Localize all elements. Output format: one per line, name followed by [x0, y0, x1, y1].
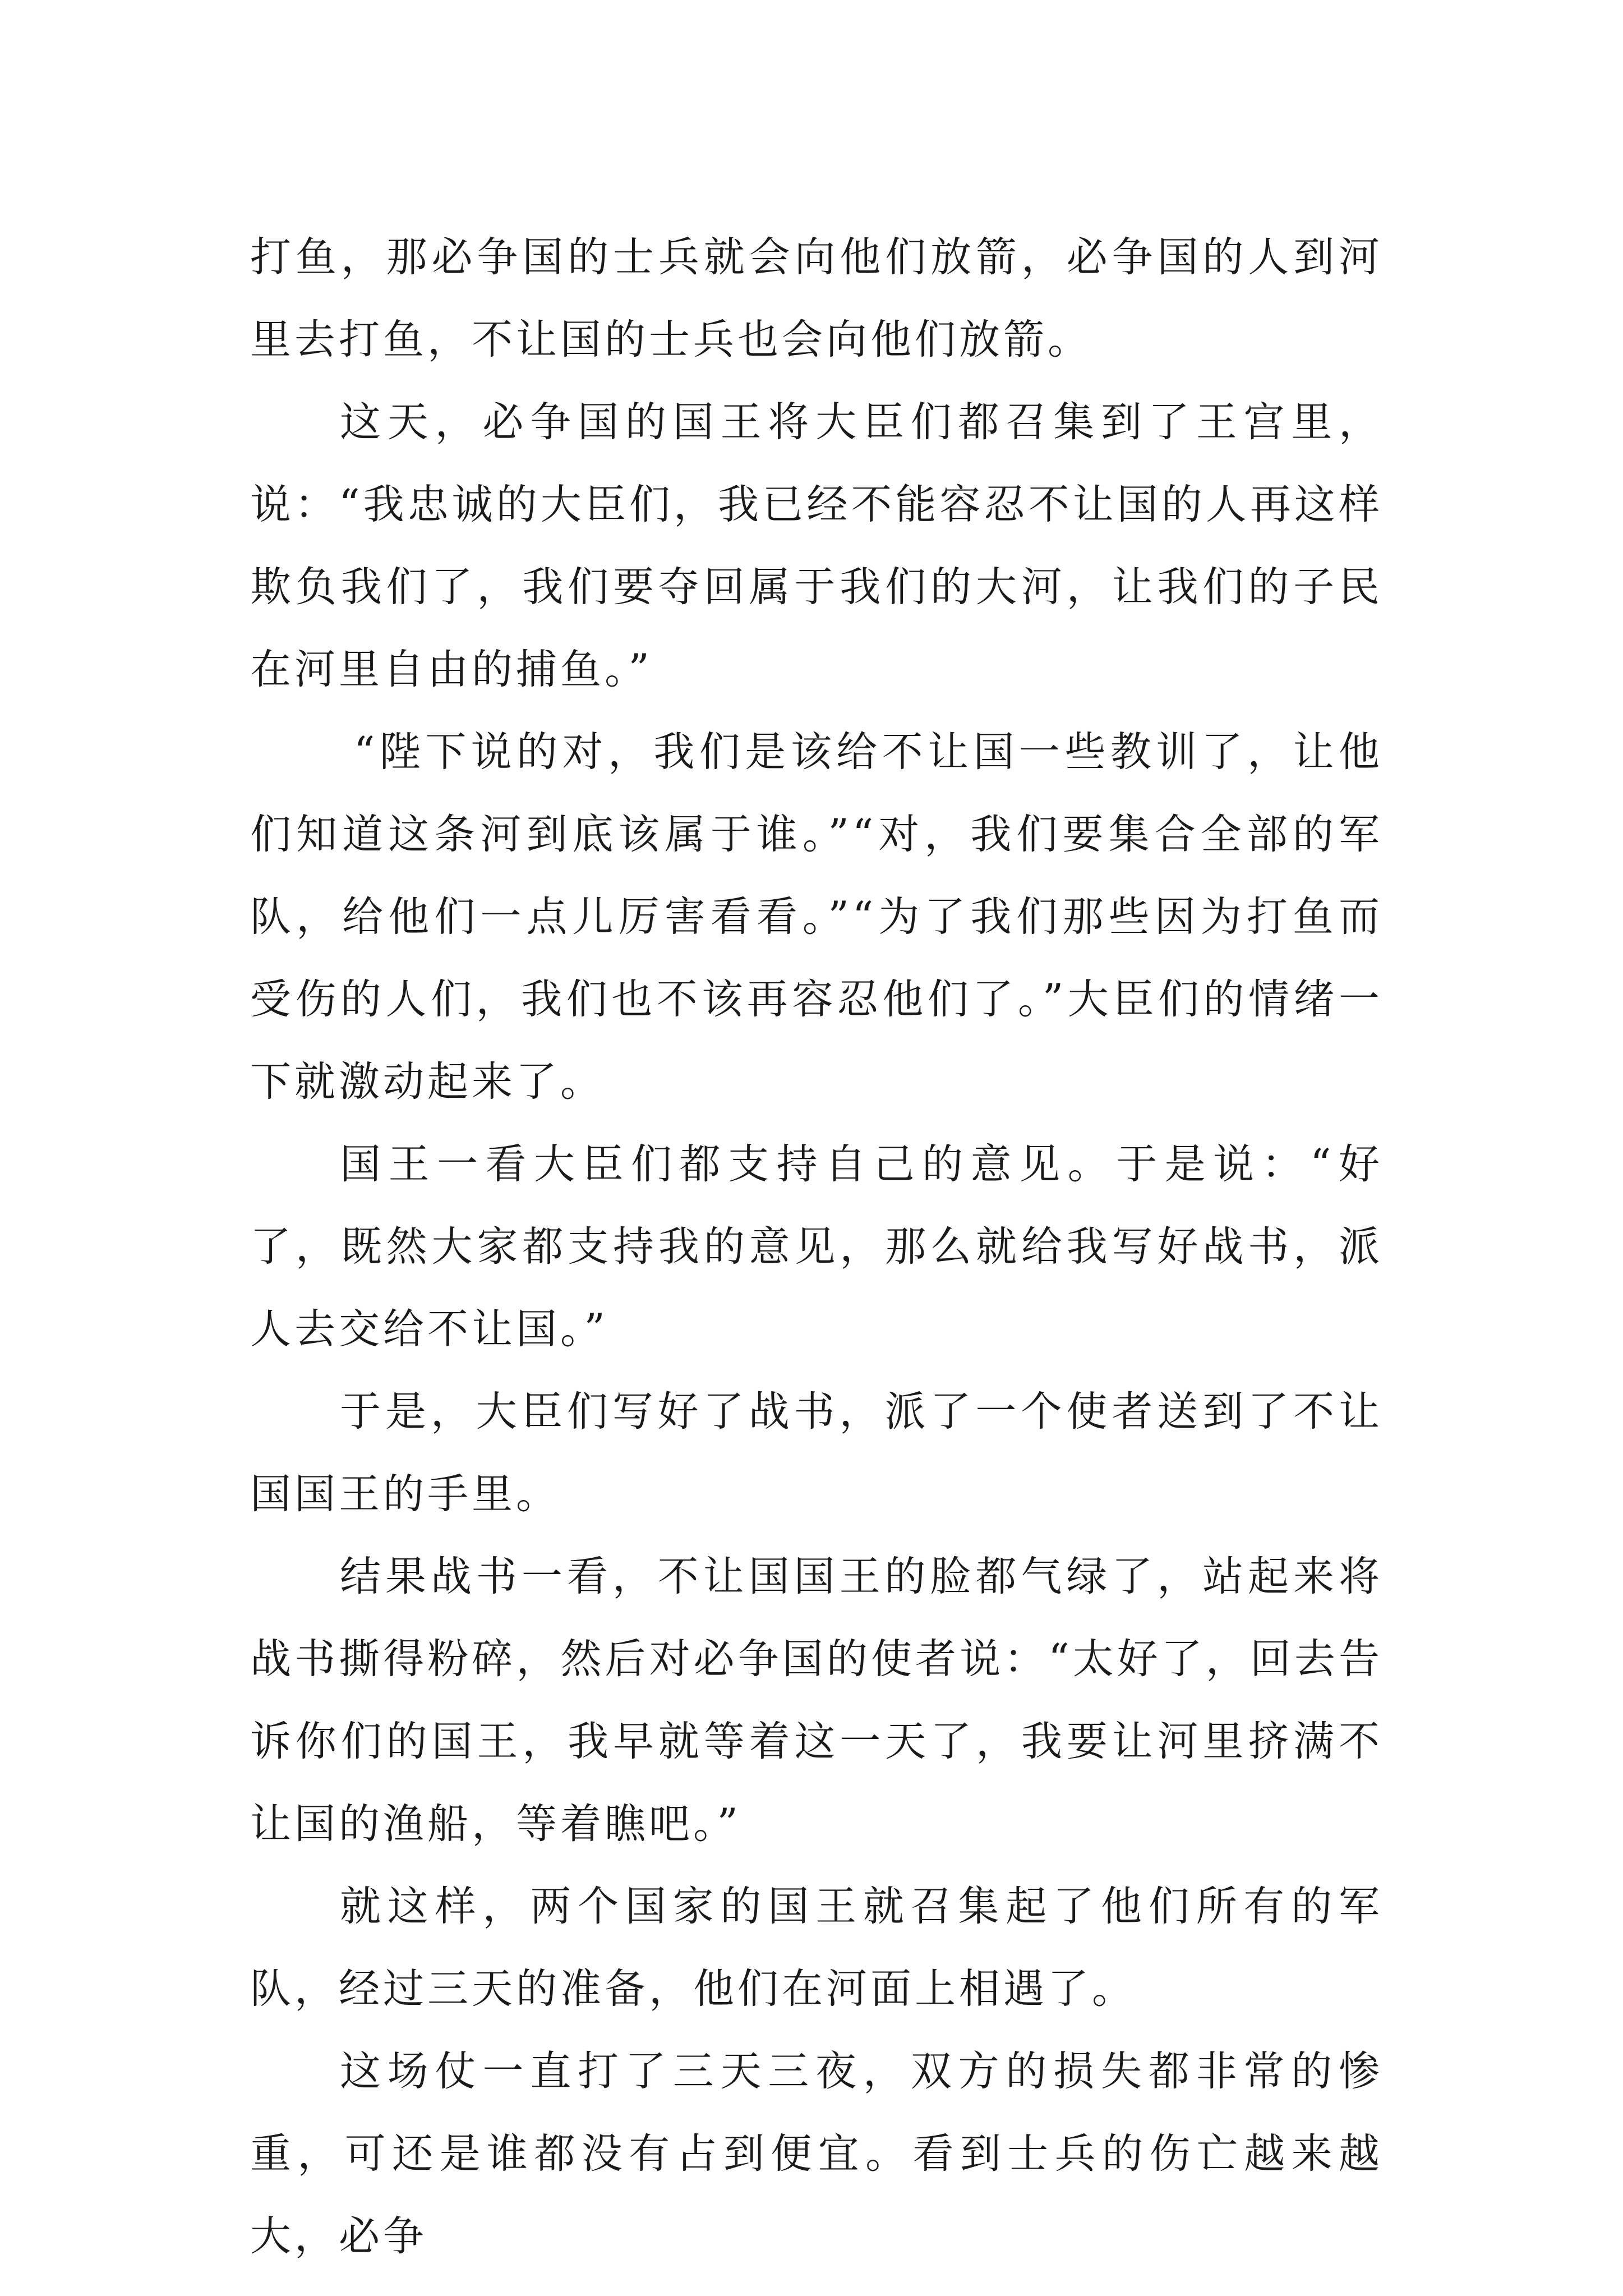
paragraph-2: 这天，必争国的国王将大臣们都召集到了王宫里，说：“我忠诚的大臣们，我已经不能容忍不让国的人再这样欺负我们了，我们要夺回属于我们的大河，让我们的子民在河里自由的捕鱼。”	[250, 398, 1383, 693]
paragraph-6: 结果战书一看，不让国国王的脸都气绿了，站起来将战书撕得粉碎，然后对必争国的使者说：“太好了，回去告诉你们的国王，我早就等着这一天了，我要让河里挤满不让国的渔船，等着瞧吧。”	[250, 1553, 1383, 1848]
paragraph-4: 国王一看大臣们都支持自己的意见。于是说：“好了，既然大家都支持我的意见，那么就给我写好战书，派人去交给不让国。”	[250, 1140, 1383, 1353]
paragraph-5: 于是，大臣们写好了战书，派了一个使者送到了不让国国王的手里。	[250, 1388, 1383, 1518]
paragraph-1: 打鱼，那必争国的士兵就会向他们放箭，必争国的人到河里去打鱼，不让国的士兵也会向他们放箭。	[250, 233, 1383, 364]
paragraph-7: 就这样，两个国家的国王就召集起了他们所有的军队，经过三天的准备，他们在河面上相遇了。	[250, 1883, 1383, 2013]
paragraph-8: 这场仗一直打了三天三夜，双方的损失都非常的惨重，可还是谁都没有占到便宜。看到士兵的伤亡越来越大，必争	[250, 2047, 1383, 2260]
paragraph-3: “陛下说的对，我们是该给不让国一些教训了，让他们知道这条河到底该属于谁。”“对，我们要集合全部的军队，给他们一点儿厉害看看。”“为了我们那些因为打鱼而受伤的人们，我们也不该再容忍他们了。”大臣们的情绪一下就激动起来了。	[250, 728, 1383, 1106]
body-text	[250, 216, 1383, 2277]
